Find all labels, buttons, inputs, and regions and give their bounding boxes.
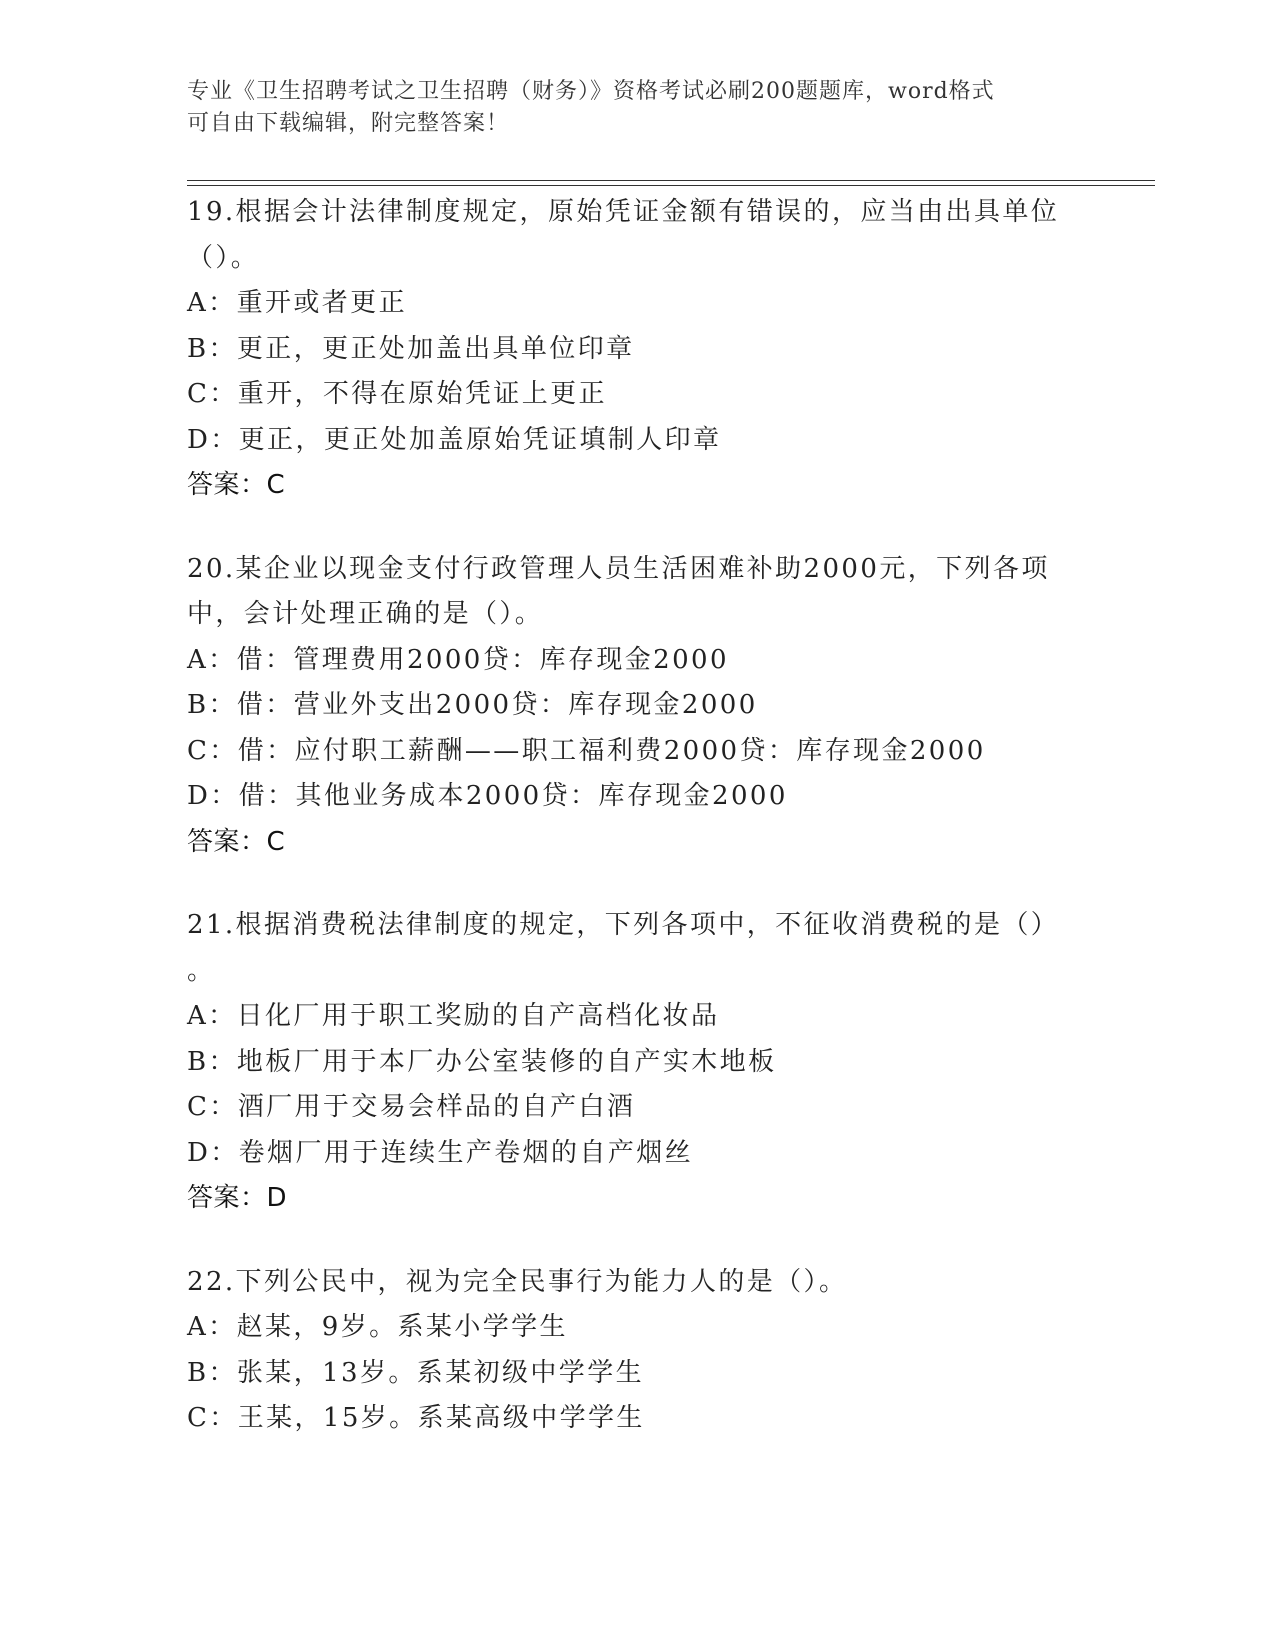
header-line-2: 可自由下载编辑，附完整答案！ [187,111,510,136]
question-stem-continued: 。 [187,955,216,986]
option-b: B：借：营业外支出2000贷：库存现金2000 [187,690,758,720]
option-d: D：卷烟厂用于连续生产卷烟的自产烟丝 [187,1137,694,1168]
option-c: C：王某，15岁。系某高级中学学生 [187,1403,645,1433]
option-c: C：借：应付职工薪酬——职工福利费2000贷：库存现金2000 [187,735,986,766]
question-list [187,190,1087,1480]
header-divider-top [187,180,1155,181]
header-divider-bottom [187,185,1155,186]
option-a: A：日化厂用于职工奖励的自产高档化妆品 [187,1001,720,1031]
question-stem: 20.某企业以现金支付行政管理人员生活困难补助2000元，下列各项 [187,553,1050,584]
answer: 答案：C [187,470,286,500]
answer: 答案：D [187,1183,288,1213]
question-stem-continued: （）。 [187,242,260,273]
option-d: D：借：其他业务成本2000贷：库存现金2000 [187,781,788,811]
question-stem: 21.根据消费税法律制度的规定，下列各项中，不征收消费税的是（） [187,910,1060,940]
option-a: A：赵某，9岁。系某小学学生 [187,1312,568,1342]
option-b: B：更正，更正处加盖出具单位印章 [187,333,635,364]
option-d: D：更正，更正处加盖原始凭证填制人印章 [187,424,722,455]
option-b: B：张某，13岁。系某初级中学学生 [187,1357,644,1388]
question-20 [187,547,1087,866]
option-b: B：地板厂用于本厂办公室装修的自产实木地板 [187,1046,777,1077]
question-stem-continued: 中，会计处理正确的是（）。 [187,599,544,629]
option-a: A：借：管理费用2000贷：库存现金2000 [187,644,729,675]
answer: 答案：C [187,826,286,857]
option-a: A：重开或者更正 [187,288,407,318]
question-stem: 19.根据会计法律制度规定，原始凭证金额有错误的，应当由出具单位 [187,197,1060,227]
header-line-1: 专业《卫生招聘考试之卫生招聘（财务）》资格考试必刷200题题库，word格式 [187,79,995,104]
question-21 [187,903,1087,1222]
question-22 [187,1260,1087,1442]
document-header [187,76,1087,140]
question-19 [187,190,1087,509]
option-c: C：酒厂用于交易会样品的自产白酒 [187,1092,636,1122]
question-stem: 22.下列公民中，视为完全民事行为能力人的是（）。 [187,1266,848,1297]
option-c: C：重开，不得在原始凭证上更正 [187,379,607,409]
